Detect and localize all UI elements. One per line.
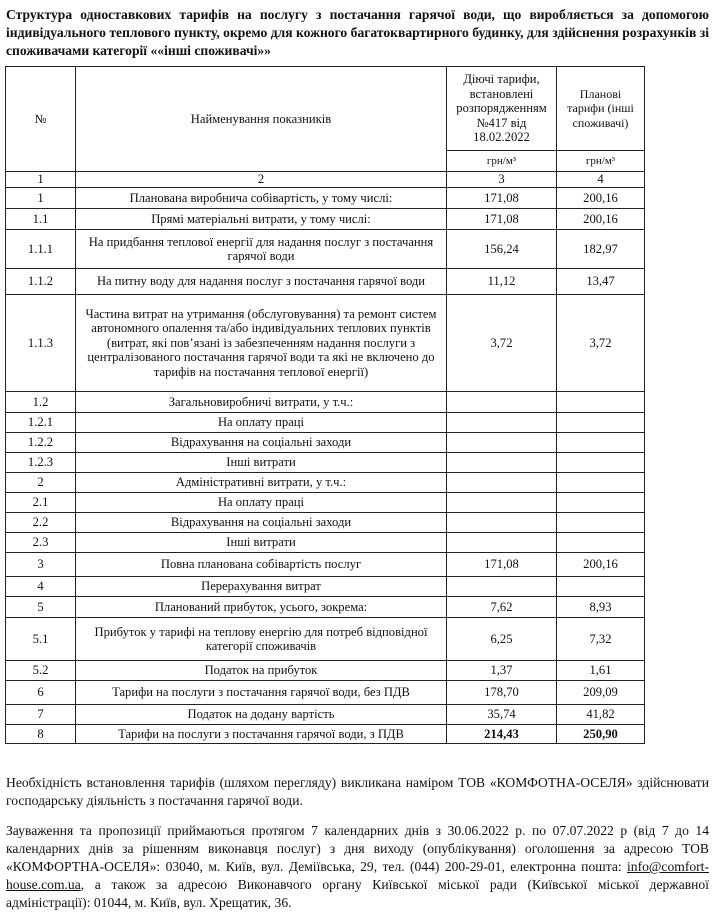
row-planned-tariff: 3,72 — [557, 295, 645, 392]
row-current-tariff — [447, 493, 557, 513]
table-row — [6, 681, 645, 705]
row-planned-tariff: 182,97 — [557, 230, 645, 269]
row-indicator-name: Частина витрат на утримання (обслуговування) та ремонт систем автономного опалення та/або індивідуальних теплових пунктів (витрат, які пов’язані із забезпеченням надання послуги з централізованого постачання гарячої води та які не включено до тарифів на постачання теплової енергії) — [76, 295, 447, 392]
header-unit-planned: грн/м³ — [557, 151, 645, 172]
table-row — [6, 230, 645, 269]
row-planned-tariff — [557, 577, 645, 597]
row-number: 1.1 — [6, 209, 76, 230]
table-row — [6, 413, 645, 433]
row-planned-tariff: 200,16 — [557, 553, 645, 577]
table-row — [6, 513, 645, 533]
comments-text-after: , а також за адресою Виконавчого органу Київської міської ради (Київської міської державної адміністрації): 01044, м. Київ, вул. Хрещатик, 36. — [6, 877, 709, 910]
row-indicator-name: Загальновиробничі витрати, у т.ч.: — [76, 392, 447, 413]
tariff-structure-table — [5, 66, 645, 744]
table-row — [6, 392, 645, 413]
header-planned-tariffs: Планові тарифи (інші споживачі) — [557, 67, 645, 151]
table-row — [6, 295, 645, 392]
row-planned-tariff — [557, 473, 645, 493]
row-indicator-name: Податок на прибуток — [76, 661, 447, 681]
row-indicator-name: Прямі матеріальні витрати, у тому числі: — [76, 209, 447, 230]
table-row — [6, 577, 645, 597]
row-number: 7 — [6, 705, 76, 725]
row-indicator-name: На питну воду для надання послуг з постачання гарячої води — [76, 269, 447, 295]
row-indicator-name: Відрахування на соціальні заходи — [76, 433, 447, 453]
row-number: 1.2.2 — [6, 433, 76, 453]
row-number: 1.1.2 — [6, 269, 76, 295]
row-indicator-name: Тарифи на послуги з постачання гарячої води, з ПДВ — [76, 725, 447, 744]
row-planned-tariff: 250,90 — [557, 725, 645, 744]
table-row — [6, 188, 645, 209]
row-planned-tariff — [557, 433, 645, 453]
table-row — [6, 725, 645, 744]
row-current-tariff: 7,62 — [447, 597, 557, 618]
table-row — [6, 705, 645, 725]
row-indicator-name: Інші витрати — [76, 453, 447, 473]
row-indicator-name: На придбання теплової енергії для надання послуг з постачання гарячої води — [76, 230, 447, 269]
row-current-tariff — [447, 433, 557, 453]
column-number-1: 1 — [6, 172, 76, 188]
row-planned-tariff: 7,32 — [557, 618, 645, 661]
table-row — [6, 493, 645, 513]
header-unit-current: грн/м³ — [447, 151, 557, 172]
row-planned-tariff — [557, 513, 645, 533]
row-current-tariff — [447, 473, 557, 493]
row-current-tariff — [447, 577, 557, 597]
row-number: 1.1.1 — [6, 230, 76, 269]
row-number: 3 — [6, 553, 76, 577]
row-indicator-name: На оплату праці — [76, 493, 447, 513]
row-number: 8 — [6, 725, 76, 744]
row-current-tariff: 1,37 — [447, 661, 557, 681]
table-row — [6, 433, 645, 453]
row-number: 1.2 — [6, 392, 76, 413]
row-number: 1.2.1 — [6, 413, 76, 433]
row-current-tariff: 171,08 — [447, 553, 557, 577]
row-number: 1 — [6, 188, 76, 209]
row-current-tariff: 35,74 — [447, 705, 557, 725]
row-indicator-name: Адміністративні витрати, у т.ч.: — [76, 473, 447, 493]
row-planned-tariff: 200,16 — [557, 188, 645, 209]
row-indicator-name: Перерахування витрат — [76, 577, 447, 597]
row-number: 5.2 — [6, 661, 76, 681]
row-number: 2.3 — [6, 533, 76, 553]
comments-text-before: Зауваження та пропозиції приймаються протягом 7 календарних днів з 30.06.2022 р. по 07.07.2022 р (від 7 до 14 календарних днів за рішенням виконавця послуг) з дня виходу (опублікування) оголошення за адресою ТОВ «КОМФОРТНА-ОСЕЛЯ»: 03040, м. Київ, вул. Деміївська, 29, тел. (044) 200-29-01, електронна пошта: — [6, 823, 709, 874]
table-row — [6, 533, 645, 553]
row-current-tariff — [447, 513, 557, 533]
row-current-tariff: 171,08 — [447, 209, 557, 230]
row-planned-tariff: 1,61 — [557, 661, 645, 681]
row-planned-tariff: 8,93 — [557, 597, 645, 618]
row-number: 1.2.3 — [6, 453, 76, 473]
row-planned-tariff — [557, 392, 645, 413]
row-current-tariff: 178,70 — [447, 681, 557, 705]
row-current-tariff: 11,12 — [447, 269, 557, 295]
table-row — [6, 453, 645, 473]
table-row — [6, 473, 645, 493]
row-number: 5 — [6, 597, 76, 618]
row-planned-tariff: 209,09 — [557, 681, 645, 705]
row-number: 4 — [6, 577, 76, 597]
row-planned-tariff: 200,16 — [557, 209, 645, 230]
row-indicator-name: Тарифи на послуги з постачання гарячої води, без ПДВ — [76, 681, 447, 705]
table-row — [6, 597, 645, 618]
row-planned-tariff — [557, 493, 645, 513]
table-row — [6, 209, 645, 230]
header-name: Найменування показників — [76, 67, 447, 172]
row-current-tariff — [447, 533, 557, 553]
row-indicator-name: Відрахування на соціальні заходи — [76, 513, 447, 533]
row-current-tariff — [447, 392, 557, 413]
row-number: 1.1.3 — [6, 295, 76, 392]
row-planned-tariff: 13,47 — [557, 269, 645, 295]
row-indicator-name: Прибуток у тарифі на теплову енергію для потреб відповідної категорії споживачів — [76, 618, 447, 661]
row-indicator-name: Інші витрати — [76, 533, 447, 553]
row-number: 2 — [6, 473, 76, 493]
header-current-tariffs: Діючі тарифи, встановлені розпорядженням №417 від 18.02.2022 — [447, 67, 557, 151]
justification-paragraph: Необхідність встановлення тарифів (шляхом перегляду) викликана наміром ТОВ «КОМФОТНА-ОСЕЛЯ» здійснювати господарську діяльність з постачання гарячої води. — [6, 775, 709, 808]
row-planned-tariff: 41,82 — [557, 705, 645, 725]
row-number: 6 — [6, 681, 76, 705]
row-planned-tariff — [557, 533, 645, 553]
row-indicator-name: Повна планована собівартість послуг — [76, 553, 447, 577]
table-row — [6, 269, 645, 295]
row-current-tariff — [447, 413, 557, 433]
email-link[interactable]: info@comfort-house.com.ua — [6, 859, 709, 892]
row-current-tariff: 171,08 — [447, 188, 557, 209]
table-body — [6, 188, 645, 744]
column-number-3: 3 — [447, 172, 557, 188]
document-title: Структура одноставкових тарифів на послугу з постачання гарячої води, що виробляється за допомогою індивідуального теплового пункту, окремо для кожного багатоквартирного будинку, для здійснення розрахунків зі споживачами категорії ««інші споживачі»» — [6, 7, 709, 58]
row-planned-tariff — [557, 413, 645, 433]
row-number: 2.1 — [6, 493, 76, 513]
table-row — [6, 618, 645, 661]
column-number-4: 4 — [557, 172, 645, 188]
row-indicator-name: Планований прибуток, усього, зокрема: — [76, 597, 447, 618]
column-number-2: 2 — [76, 172, 447, 188]
row-number: 5.1 — [6, 618, 76, 661]
row-current-tariff — [447, 453, 557, 473]
header-num: № — [6, 67, 76, 172]
row-indicator-name: На оплату праці — [76, 413, 447, 433]
row-current-tariff: 214,43 — [447, 725, 557, 744]
row-current-tariff: 156,24 — [447, 230, 557, 269]
table-row — [6, 661, 645, 681]
row-indicator-name: Планована виробнича собівартість, у тому числі: — [76, 188, 447, 209]
row-planned-tariff — [557, 453, 645, 473]
row-indicator-name: Податок на додану вартість — [76, 705, 447, 725]
row-number: 2.2 — [6, 513, 76, 533]
row-current-tariff: 6,25 — [447, 618, 557, 661]
table-row — [6, 553, 645, 577]
comments-paragraph — [6, 822, 709, 912]
row-current-tariff: 3,72 — [447, 295, 557, 392]
